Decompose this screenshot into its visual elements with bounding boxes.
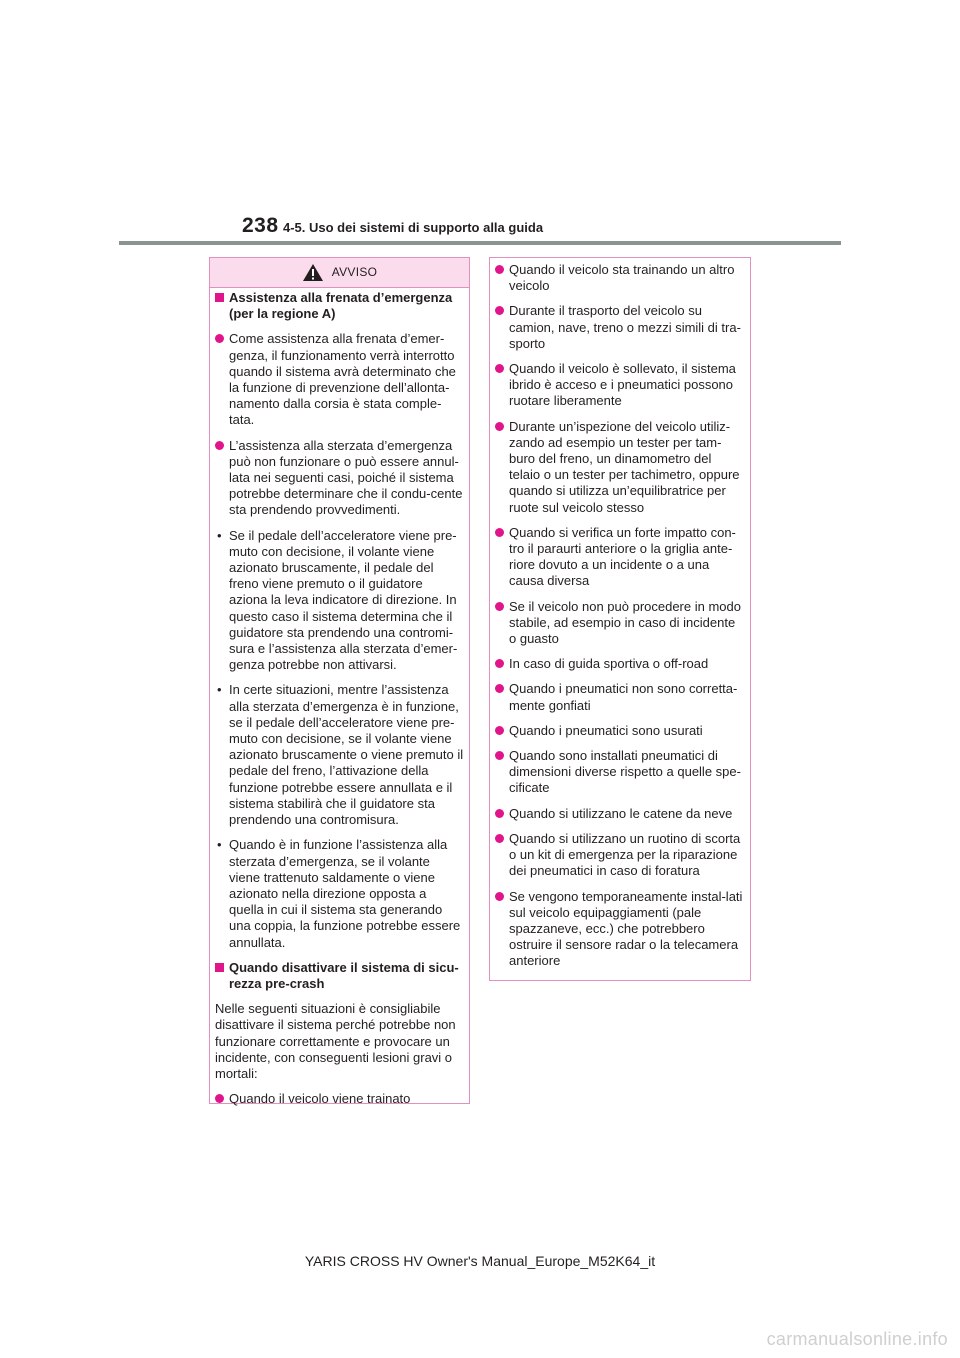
circle-bullet-icon <box>215 441 224 450</box>
list-item <box>495 748 745 797</box>
list-item <box>495 681 745 713</box>
warning-label: AVVISO <box>331 265 378 280</box>
list-item-text: Quando il veicolo sta trainando un altro veicolo <box>509 262 735 294</box>
list-item <box>495 656 745 672</box>
warning-content <box>215 290 464 1116</box>
circle-bullet-icon <box>495 834 504 843</box>
warning-triangle-icon <box>302 263 324 282</box>
list-item <box>215 331 464 428</box>
bullet-mark: • <box>217 527 222 543</box>
warning-header <box>210 258 469 288</box>
list-item <box>495 889 745 970</box>
list-item-text: Se il veicolo non può procedere in modo stabile, ad esempio in caso di incidente o guasto <box>509 598 741 647</box>
circle-bullet-icon <box>495 659 504 668</box>
section-title: 4-5. Uso dei sistemi di supporto alla guida <box>283 220 544 235</box>
circle-bullet-icon <box>495 306 504 315</box>
list-item-text: Se vengono temporaneamente instal-lati sul veicolo equipaggiamenti (pale spazzaneve, ecc.) che potrebbero ostruire il sensore radar o la telecamera anteriore <box>509 888 743 969</box>
warning-box <box>209 257 470 1107</box>
paragraph: Nelle seguenti situazioni è consigliabile disattivare il sistema perché potrebbe non funzionare correttamente e provocare un incidente, con conseguenti lesioni gravi o mortali: <box>215 1001 456 1081</box>
watermark: carmanualsonline.info <box>766 1329 948 1349</box>
list-item <box>495 806 745 822</box>
list-item-text: Quando i pneumatici non sono corretta-mente gonfiati <box>509 681 738 713</box>
heading-text: Assistenza alla frenata d’emergenza (per la regione A) <box>229 290 453 322</box>
footer-manual-title: YARIS CROSS HV Owner's Manual_Europe_M52K64_it <box>304 1253 656 1269</box>
continued-list <box>495 262 745 979</box>
sub-list-item-text: In certe situazioni, mentre l’assistenza alla sterzata d’emergenza è in funzione, se il pedale dell’acceleratore viene pre-muto con decisione, se il volante viene azionato bruscamente o viene premuto il pedale del freno, l’attivazione della funzione potrebbe essere annullata e il sistema stabilirà che il guidatore sta prendendo una contromisura. <box>229 682 464 828</box>
circle-bullet-icon <box>495 726 504 735</box>
sub-list-item <box>215 837 464 950</box>
list-item-text: Quando i pneumatici sono usurati <box>509 722 703 738</box>
header-rule <box>119 241 841 245</box>
circle-bullet-icon <box>495 265 504 274</box>
heading-text: Quando disattivare il sistema di sicu-rezza pre-crash <box>229 959 459 991</box>
bullet-mark: • <box>217 837 222 853</box>
list-item-text: In caso di guida sportiva o off-road <box>509 656 709 672</box>
square-bullet-icon <box>215 963 224 972</box>
list-item <box>495 525 745 590</box>
list-item <box>215 438 464 519</box>
sub-list-item-text: Se il pedale dell’acceleratore viene pre-muto con decisione, il volante viene azionato bruscamente, il pedale del freno viene premuto o il guidatore aziona la leva indicatore di direzione. In questo caso il sistema determina che il guidatore sta prendendo una contromi-sura e l’assistenza alla sterzata d’emer-genza potrebbe non attivarsi. <box>229 527 458 673</box>
list-item <box>495 831 745 880</box>
circle-bullet-icon <box>495 422 504 431</box>
list-item <box>495 262 745 294</box>
sub-list-item <box>215 682 464 828</box>
circle-bullet-icon <box>495 892 504 901</box>
bullet-mark: • <box>217 682 222 698</box>
circle-bullet-icon <box>495 684 504 693</box>
list-item-text: Quando sono installati pneumatici di dimensioni diverse rispetto a quelle spe-cificate <box>509 748 741 796</box>
list-item-text: L’assistenza alla sterzata d’emergenza può non funzionare o può essere annul-lata nei seguenti casi, poiché il sistema potrebbe determinare che il condu-cente sta prendendo provvedimenti. <box>229 437 463 518</box>
heading-disable-pre-crash <box>215 960 464 992</box>
list-item-text: Quando si utilizzano un ruotino di scorta o un kit di emergenza per la riparazione dei pneumatici in caso di foratura <box>509 830 741 879</box>
list-item <box>495 361 745 410</box>
list-item-text: Quando si verifica un forte impatto con-tro il paraurti anteriore o la griglia ante-riore dovuto a un incidente o a una causa diversa <box>509 524 736 589</box>
sub-list-item <box>215 528 464 674</box>
list-item <box>215 1091 464 1107</box>
sub-list-item-text: Quando è in funzione l’assistenza alla sterzata d’emergenza, se il volante viene trattenuto saldamente o viene azionato nella direzione opposta a quella in cui il sistema sta generando una coppia, la funzione potrebbe essere annullata. <box>229 837 461 950</box>
list-item-text: Durante un’ispezione del veicolo utiliz-zando ad esempio un tester per tam-buro del freno, un dinamometro del telaio o un tester per tachimetro, oppure quando si utilizza un’equilibratrice per ruote sul veicolo stesso <box>509 418 740 515</box>
circle-bullet-icon <box>495 364 504 373</box>
list-item-text: Durante il trasporto del veicolo su camion, nave, treno o mezzi simili di tra-sporto <box>509 303 741 351</box>
list-item-text: Quando si utilizzano le catene da neve <box>509 805 733 821</box>
list-item <box>495 723 745 739</box>
square-bullet-icon <box>215 293 224 302</box>
circle-bullet-icon <box>495 751 504 760</box>
list-item <box>495 303 745 352</box>
list-item <box>495 419 745 516</box>
list-item-text: Come assistenza alla frenata d’emer-genza, il funzionamento verrà interrotto quando il sistema avrà determinato che la funzione di prevenzione dell’allonta-namento dalla corsia è stata comple-tata. <box>229 331 456 428</box>
circle-bullet-icon <box>215 334 224 343</box>
warning-box-continued <box>489 257 751 981</box>
list-item <box>495 599 745 648</box>
circle-bullet-icon <box>495 528 504 537</box>
list-item-text: Quando il veicolo viene trainato <box>229 1091 411 1107</box>
list-item-text: Quando il veicolo è sollevato, il sistema ibrido è acceso e i pneumatici possono ruotare liberamente <box>509 361 736 409</box>
circle-bullet-icon <box>495 809 504 818</box>
heading-emergency-braking <box>215 290 464 322</box>
circle-bullet-icon <box>215 1094 224 1103</box>
page-number: 238 <box>242 214 279 237</box>
circle-bullet-icon <box>495 602 504 611</box>
